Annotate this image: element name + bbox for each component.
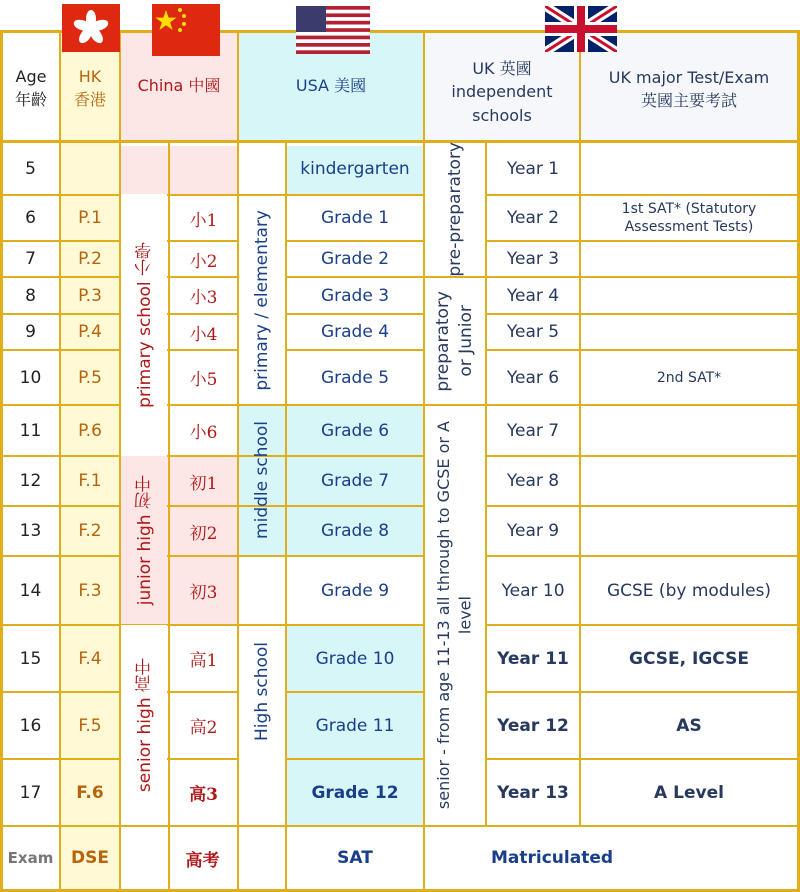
china-cell: 小5 <box>189 370 218 390</box>
age-cell: 14 <box>19 580 42 601</box>
header-uk-test-line1: UK major Test/Exam <box>608 67 770 87</box>
usa-cell: Grade 4 <box>320 322 390 342</box>
uk-year-cell: Year 10 <box>501 580 565 601</box>
usa-cell: Grade 9 <box>320 580 390 601</box>
uk-year-cell: Year 4 <box>506 285 560 306</box>
uk-year-cell: Year 12 <box>497 715 569 736</box>
header-hk-label: HK <box>78 66 102 86</box>
header-age <box>2 58 60 118</box>
hk-cell: P.3 <box>78 285 102 306</box>
header-hk <box>61 58 119 118</box>
hk-cell: F.2 <box>78 521 102 541</box>
hk-cell: F.1 <box>78 471 102 491</box>
age-cell: 15 <box>19 648 42 669</box>
age-cell: 13 <box>19 521 42 541</box>
uk-preprep-group <box>425 143 485 276</box>
china-cell: 小6 <box>189 423 218 443</box>
hk-cell: P.2 <box>78 249 102 269</box>
header-china: China 中國 <box>137 76 221 96</box>
uk-year-cell: Year 9 <box>506 521 560 541</box>
uk-year-cell: Year 13 <box>497 782 569 803</box>
china-junior-label: junior high 初中 <box>134 475 155 606</box>
uk-test-cell: GCSE, IGCSE <box>629 648 749 669</box>
uk-senior-label <box>433 421 476 809</box>
uk-year-cell: Year 8 <box>506 471 560 491</box>
usa-cell: Grade 5 <box>320 367 390 388</box>
uk-senior-group <box>425 406 485 825</box>
age-cell: 7 <box>25 249 36 269</box>
uk-year-cell: Year 7 <box>506 420 560 441</box>
uk-year-cell: Year 5 <box>506 322 560 342</box>
uk-year-cell: Year 3 <box>506 249 560 269</box>
uk-test-cell <box>581 242 797 276</box>
uk-prep-label-line1: preparatory <box>433 290 454 392</box>
usa-high-group <box>239 557 285 825</box>
exam-row-label: Exam <box>7 849 54 867</box>
usa-cell: Grade 11 <box>315 715 395 736</box>
uk-test-cell <box>581 457 797 505</box>
china-cell: 小4 <box>189 324 218 345</box>
uk-test-cell: AS <box>676 715 702 736</box>
hk-cell: P.4 <box>78 322 102 342</box>
usa-cell: kindergarten <box>300 158 410 179</box>
usa-primary-group <box>239 196 285 404</box>
uk-test-cell: A Level <box>654 782 724 803</box>
usa-flag-icon <box>296 6 370 54</box>
uk-preprep-label: pre-preparatory <box>445 142 465 277</box>
hk-cell: P.5 <box>78 367 102 388</box>
uk-test-cell: GCSE (by modules) <box>606 580 772 601</box>
uk-test-cell <box>581 406 797 455</box>
china-flag-icon <box>152 4 220 56</box>
usa-cell: Grade 2 <box>320 249 390 269</box>
usa-middle-group <box>239 406 285 554</box>
hk-cell: F.4 <box>78 648 102 669</box>
hk-cell: F.6 <box>76 782 104 803</box>
age-cell: 10 <box>19 367 42 388</box>
hk-cell: P.6 <box>78 420 102 441</box>
china-primary-group <box>121 196 167 454</box>
china-cell: 高2 <box>189 718 218 738</box>
usa-cell: Grade 6 <box>320 420 390 441</box>
usa-cell: Grade 1 <box>320 208 390 228</box>
age-cell: 11 <box>19 420 42 441</box>
china-senior-group <box>121 626 167 825</box>
exam-hk: DSE <box>71 848 109 868</box>
age-cell: 9 <box>25 322 36 342</box>
hong-kong-flag-icon <box>62 4 120 52</box>
usa-middle-label: middle school <box>252 421 272 539</box>
uk-year-cell: Year 1 <box>506 158 560 179</box>
usa-primary-label: primary / elementary <box>252 209 272 391</box>
header-age-zh-label: 年齡 <box>14 90 47 109</box>
uk-prep-label <box>432 291 478 392</box>
uk-year-cell: Year 11 <box>497 648 569 669</box>
header-hk-zh-label: 香港 <box>73 90 106 109</box>
usa-cell: Grade 8 <box>320 521 390 541</box>
uk-prep-label-line2: or Junior <box>456 305 476 377</box>
exam-uk: Matriculated <box>490 848 614 868</box>
exam-china: 高考 <box>185 850 220 871</box>
header-usa: USA 美國 <box>295 76 367 96</box>
header-uk-test <box>581 62 797 116</box>
hk-cell: P.1 <box>78 208 102 228</box>
china-cell: 初3 <box>189 583 218 603</box>
china-cell: 小1 <box>189 210 218 231</box>
header-uk-indep-line3: schools <box>472 105 532 125</box>
china-cell: 高3 <box>189 785 218 805</box>
age-cell: 5 <box>25 158 36 179</box>
china-cell: 小2 <box>189 251 218 272</box>
age-cell: 8 <box>25 285 36 306</box>
uk-year-cell: Year 2 <box>506 208 560 228</box>
header-uk-test-line2: 英國主要考試 <box>640 91 737 110</box>
uk-test-cell <box>581 143 797 194</box>
age-cell: 16 <box>19 715 42 736</box>
china-cell: 小3 <box>189 288 218 308</box>
uk-test-cell <box>581 507 797 555</box>
usa-cell: Grade 3 <box>320 285 390 306</box>
uk-test-cell <box>581 315 797 349</box>
header-age-label: Age <box>15 66 47 86</box>
uk-senior-label-line2: level <box>456 596 475 635</box>
china-senior-label: senior high 高中 <box>134 658 155 793</box>
uk-flag-icon <box>545 6 617 52</box>
age-cell: 17 <box>19 782 42 803</box>
china-cell: 高1 <box>189 651 218 671</box>
usa-high-label: High school <box>252 641 272 741</box>
uk-year-cell: Year 6 <box>506 367 560 388</box>
uk-senior-label-line1: senior - from age 11-13 all through to GCSE or A <box>434 421 454 810</box>
china-junior-group <box>121 457 167 624</box>
header-uk-indep-line2: independent <box>451 82 553 102</box>
age-cell: 12 <box>19 471 42 491</box>
uk-test-cell <box>581 278 797 313</box>
china-primary-label: primary school 小學 <box>134 242 155 408</box>
hk-cell: F.5 <box>78 715 102 736</box>
uk-prep-group <box>425 278 485 404</box>
header-uk-independent <box>425 50 579 134</box>
hk-cell <box>61 143 119 194</box>
china-cell: 初2 <box>189 523 218 544</box>
china-cell: 初1 <box>189 473 218 494</box>
exam-usa: SAT <box>337 848 373 868</box>
uk-test-cell: 1st SAT* (Statutory Assessment Tests) <box>621 200 757 235</box>
hk-cell: F.3 <box>78 580 102 601</box>
header-uk-indep-line1: UK 英國 <box>472 59 532 79</box>
usa-cell: Grade 10 <box>315 648 395 669</box>
uk-test-cell: 2nd SAT* <box>656 369 722 386</box>
age-cell: 6 <box>25 208 36 228</box>
china-cell <box>170 143 237 194</box>
usa-cell: Grade 7 <box>320 471 390 491</box>
usa-cell: Grade 12 <box>311 782 399 803</box>
